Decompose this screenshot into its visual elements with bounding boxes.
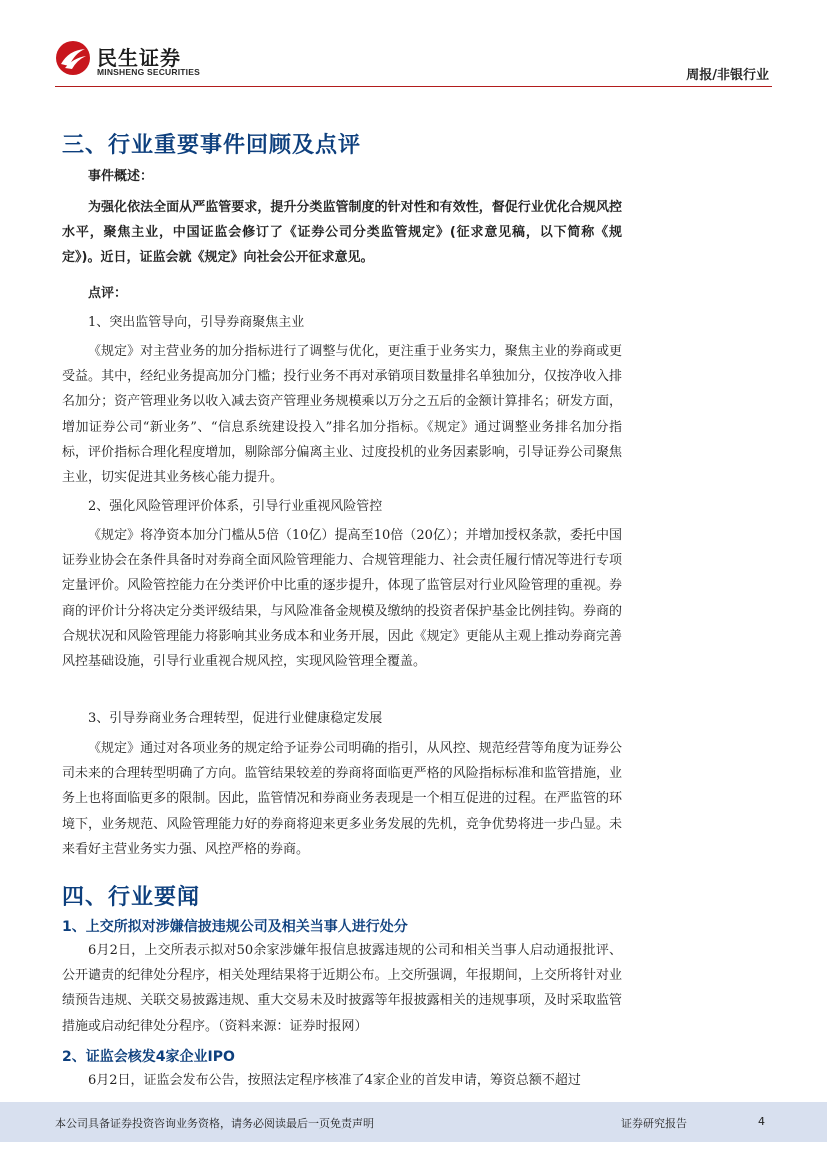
header-divider <box>55 86 772 87</box>
point-2-title: 2、强化风险管理评价体系，引导行业重视风险管控 <box>88 499 383 514</box>
point-3-text: 《规定》通过对各项业务的规定给予证券公司明确的指引，从风控、规范经营等角度为证券公司未来的合理转型明确了方向。监管结果较差的券商将面临更严格的风险指标标准和监管措施，业务上也将面临更多的限制。因此，监管情况和券商业务表现是一个相互促进的过程。在严监管的环境下，业务规范、风险管理能力好的券商将迎来更多业务发展的先机，竞争优势将进一步凸显。未来看好主营业务实力强、风控严格的券商。 <box>62 741 622 857</box>
event-summary-label: 事件概述： <box>88 169 154 184</box>
logo-chinese-name: 民生证券 <box>97 46 181 70</box>
page-footer <box>0 1102 827 1142</box>
news-2-text: 6月2日，证监会发布公告，按照法定程序核准了4家企业的首发申请，筹资总额不超过 <box>88 1073 581 1088</box>
point-3-title: 3、引导券商业务合理转型，促进行业健康稳定发展 <box>88 711 383 726</box>
point-1-text: 《规定》对主营业务的加分指标进行了调整与优化，更注重于业务实力，聚焦主业的券商或更受益。其中，经纪业务提高加分门槛；投行业务不再对承销项目数量排名单独加分，仅按净收入排名加分；资产管理业务以收入减去资产管理业务规模乘以万分之五后的金额计算排名；研发方面，增加证券公司“新业务”、“信息系统建设投入”排名加分指标。《规定》通过调整业务排名加分指标，评价指标合理化程度增加，剔除部分偏离主业、过度投机的业务因素影响，引导证券公司聚焦主业，切实促进其业务核心能力提升。 <box>62 344 622 486</box>
point-1-title: 1、突出监管导向，引导券商聚焦主业 <box>88 315 305 330</box>
footer-disclaimer: 本公司具备证券投资咨询业务资格，请务必阅读最后一页免责声明 <box>55 1117 374 1130</box>
page-header <box>0 0 827 96</box>
company-logo <box>55 40 245 80</box>
page-number: 4 <box>758 1115 765 1128</box>
section-3-title: 三、行业重要事件回顾及点评 <box>62 133 362 158</box>
news-2-title: 2、证监会核发4家企业IPO <box>62 1049 235 1065</box>
section-4-title: 四、行业要闻 <box>62 885 201 910</box>
comment-label: 点评： <box>88 286 128 301</box>
minsheng-logo-icon <box>55 40 91 76</box>
point-2-text: 《规定》将净资本加分门槛从5倍（10亿）提高至10倍（20亿）；并增加授权条款，委托中国证券业协会在条件具备时对券商全面风险管理能力、合规管理能力、社会责任履行情况等进行专项定量评价。风险管控能力在分类评价中比重的逐步提升，体现了监管层对行业风险管理的重视。券商的评价计分将决定分类评级结果，与风险准备金规模及缴纳的投资者保护基金比例挂钩。券商的合规状况和风险管理能力将影响其业务成本和业务开展，因此《规定》更能从主观上推动券商完善风控基础设施，引导行业重视合规风控，实现风险管理全覆盖。 <box>62 528 622 670</box>
logo-english-name: MINSHENG SECURITIES <box>97 67 200 77</box>
report-category: 周报/非银行业 <box>686 68 769 83</box>
news-1-text: 6月2日，上交所表示拟对50余家涉嫌年报信息披露违规的公司和相关当事人启动通报批评、公开谴责的纪律处分程序，相关处理结果将于近期公布。上交所强调，年报期间，上交所将针对业绩预告违规、关联交易披露违规、重大交易未及时披露等年报披露相关的违规事项，及时采取监管措施或启动纪律处分程序。（资料来源：证券时报网） <box>62 943 622 1034</box>
event-summary-text: 为强化依法全面从严监管要求，提升分类监管制度的针对性和有效性，督促行业优化合规风控水平，聚焦主业，中国证监会修订了《证券公司分类监管规定》(征求意见稿，以下简称《规定》)。近日，证监会就《规定》向社会公开征求意见。 <box>62 200 622 266</box>
footer-report-type: 证券研究报告 <box>621 1117 687 1130</box>
news-1-title: 1、上交所拟对涉嫌信披违规公司及相关当事人进行处分 <box>62 919 408 935</box>
